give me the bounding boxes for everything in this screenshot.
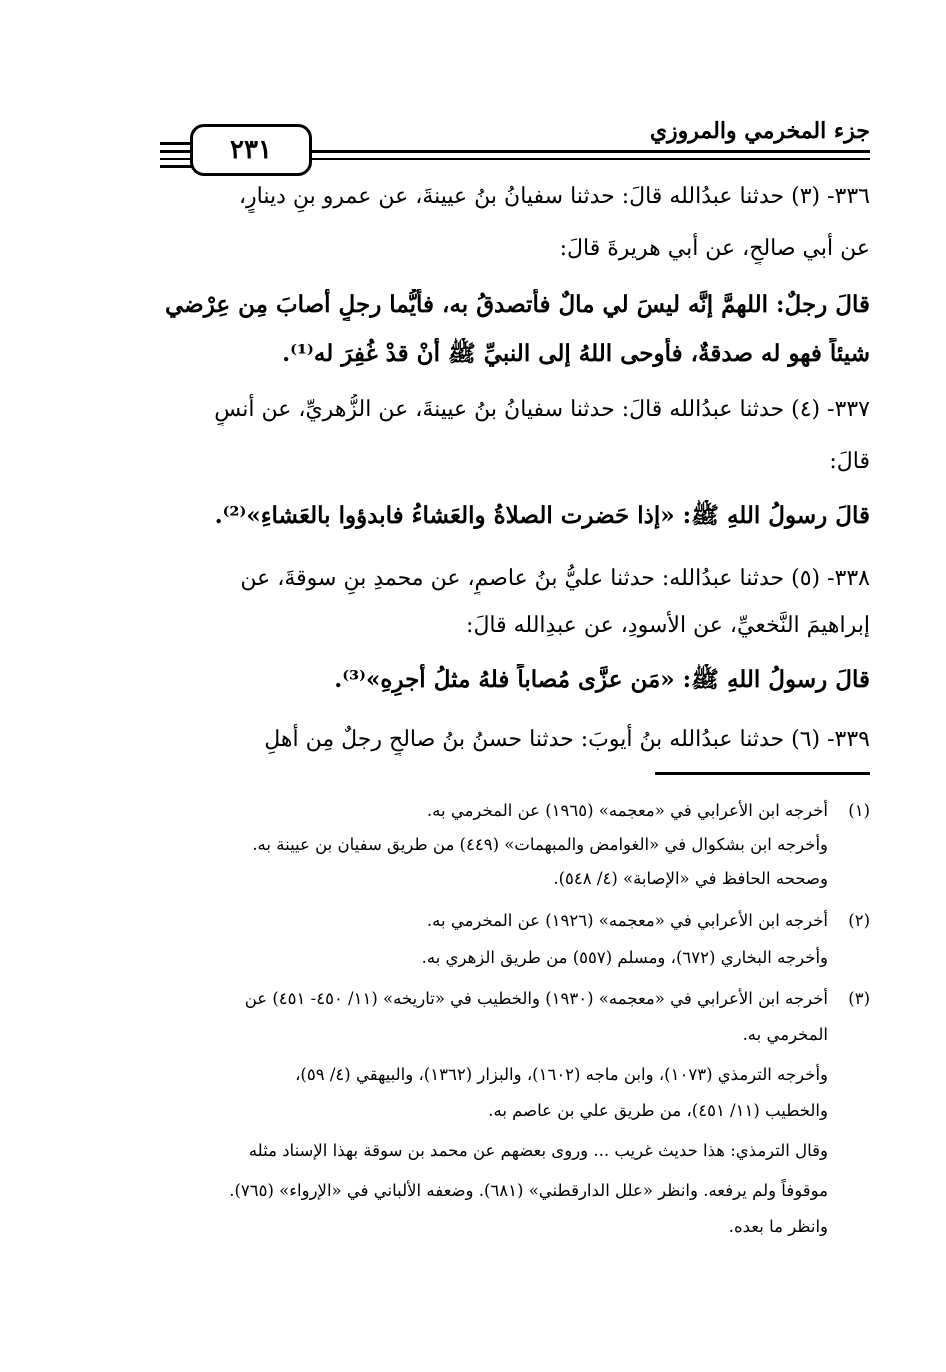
hadith-text-line: شيئاً فهو له صدقةٌ، فأوحى اللهُ إلى النبيِّ ﷺ أنْ قدْ غُفِرَ له⁽¹⁾.	[282, 340, 870, 367]
running-title: جزء المخرمي والمروزي	[642, 118, 870, 144]
footnote-line: وصححه الحافظ في «الإصابة» (٤/ ٥٤٨).	[553, 869, 828, 888]
body-line: إبراهيمَ النَّخعيِّ، عن الأسودِ، عن عبدِالله قالَ:	[466, 613, 870, 638]
hadith-text-line: قالَ رسولُ اللهِ ﷺ: «إذا حَضرت الصلاةُ والعَشاءُ فابدؤوا بالعَشاءِ»⁽²⁾.	[214, 502, 870, 529]
footnote-line: وأخرجه الترمذي (١٠٧٣)، وابن ماجه (١٦٠٢)، والبزار (١٣٦٢)، والبيهقي (٤/ ٥٩)،	[295, 1065, 828, 1084]
page-header	[160, 118, 870, 178]
footnote-line: أخرجه ابن الأعرابي في «معجمه» (١٩٣٠) والخطيب في «تاريخه» (١١/ ٤٥٠- ٤٥١) عن	[244, 989, 828, 1008]
footnote-line: وأخرجه البخاري (٦٧٢)، ومسلم (٥٥٧) من طريق الزهري به.	[421, 948, 828, 967]
footnote-line: موقوفاً ولم يرفعه. وانظر «علل الدارقطني» (٦٨١). وضعفه الألباني في «الإرواء» (٧٦٥).	[229, 1181, 828, 1200]
body-line: ٣٣٧- (٤) حدثنا عبدُالله قالَ: حدثنا سفيانُ بنُ عيينةَ، عن الزُّهريِّ، عن أنسٍ	[214, 397, 870, 422]
footnote-number: (٣)	[848, 989, 870, 1008]
body-line: قالَ:	[829, 449, 870, 474]
hadith-text-line: قالَ رجلٌ: اللهمَّ إنَّه ليسَ لي مالٌ فأتصدقُ به، فأيُّما رجلٍ أصابَ مِن عِرْضي	[165, 291, 870, 318]
body-line: ٣٣٨- (٥) حدثنا عبدُالله: حدثنا عليُّ بنُ عاصمٍ، عن محمدِ بنِ سوقةَ، عن	[240, 566, 870, 591]
header-bar-ornament	[160, 142, 192, 168]
body-line: ٣٣٦- (٣) حدثنا عبدُالله قالَ: حدثنا سفيانُ بنُ عيينةَ، عن عمرو بنِ دينارٍ،	[238, 184, 870, 209]
footnote-line: أخرجه ابن الأعرابي في «معجمه» (١٩٦٥) عن المخرمي به.	[426, 801, 828, 820]
footnote-line: وقال الترمذي: هذا حديث غريب ... وروى بعضهم عن محمد بن سوقة بهذا الإسناد مثله	[248, 1141, 828, 1160]
hadith-text-line: قالَ رسولُ اللهِ ﷺ: «مَن عزَّى مُصاباً فلهُ مثلُ أجرِهِ»⁽³⁾.	[334, 666, 870, 693]
footnote-line: أخرجه ابن الأعرابي في «معجمه» (١٩٢٦) عن المخرمي به.	[426, 911, 828, 930]
footnote-line: وانظر ما بعده.	[728, 1217, 828, 1236]
footnote-line: وأخرجه ابن بشكوال في «الغوامض والمبهمات» (٤٤٩) من طريق سفيان بن عيينة به.	[252, 835, 828, 854]
body-line: ٣٣٩- (٦) حدثنا عبدُالله بنُ أيوبَ: حدثنا حسنُ بنُ صالحٍ رجلٌ مِن أهلِ	[264, 727, 870, 752]
page-number: ٢٣١	[230, 135, 272, 165]
footnote-separator	[655, 772, 870, 775]
page-number-box	[190, 124, 312, 176]
footnote-number: (٢)	[848, 911, 870, 930]
body-line: عن أبي صالحٍ، عن أبي هريرةَ قالَ:	[559, 236, 870, 261]
footnote-line: المخرمي به.	[742, 1025, 828, 1044]
footnote-number: (١)	[848, 801, 870, 820]
footnote-line: والخطيب (١١/ ٤٥١)، من طريق علي بن عاصم به.	[488, 1101, 828, 1120]
